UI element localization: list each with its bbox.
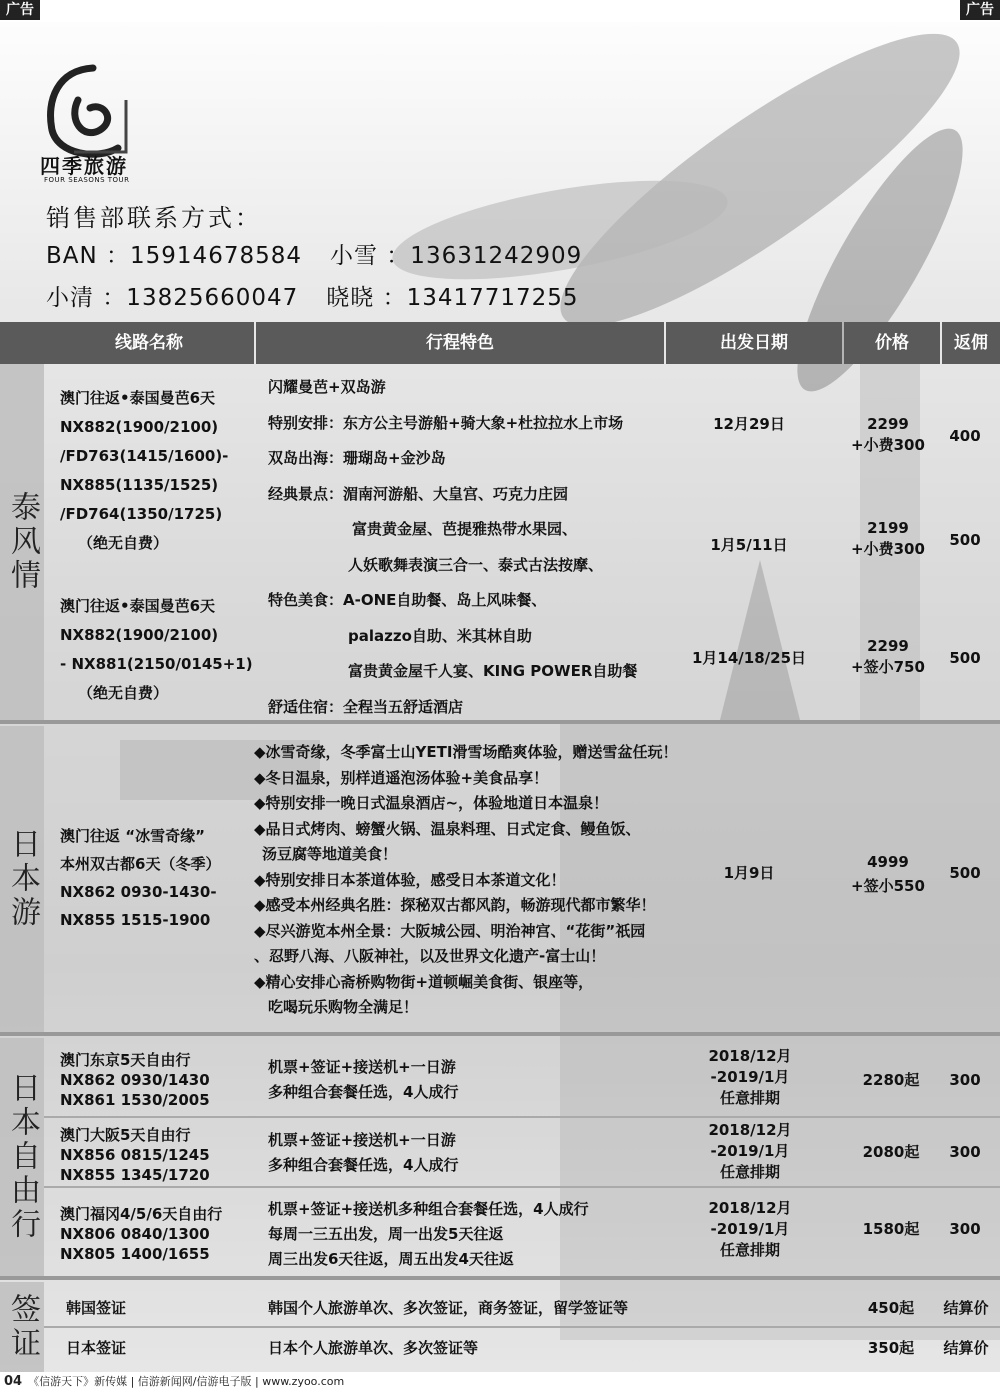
- feature-line: 特色美食：A-ONE自助餐、岛上风味餐、: [268, 591, 547, 609]
- contact-xiaoqing: 小清 ：13825660047: [46, 285, 299, 311]
- route-line: 本州双古都6天（冬季）: [60, 855, 221, 873]
- feature-line: 周三出发6天往返，周五出发4天往返: [268, 1250, 514, 1268]
- japan-free-commission-3: 300: [949, 1220, 981, 1238]
- price-extra: +小费300: [851, 540, 925, 558]
- japan-free-features-3: [268, 1197, 589, 1272]
- feature-line: 特别安排：东方公主号游船+骑大象+杜拉拉水上市场: [268, 413, 624, 432]
- price-extra: +签小550: [851, 877, 925, 895]
- contact-xiaoxue: 小雪 ：13631242909: [330, 243, 583, 269]
- price-base: 2199: [867, 519, 909, 537]
- feature-line: ◆冰雪奇缘，冬季富士山YETI滑雪场酷爽体验，赠送雪盆任玩！: [254, 743, 678, 761]
- section-divider: [0, 1032, 1000, 1036]
- date-line: 2018/12月: [708, 1199, 792, 1217]
- thai-route-2: [60, 592, 253, 708]
- contact-title: 销售部联系方式：: [46, 204, 262, 232]
- route-line: 澳门大阪5天自由行: [60, 1126, 191, 1144]
- feature-line: 每周一三五出发，周一出发5天往返: [268, 1225, 504, 1243]
- visa-name-2: 日本签证: [66, 1339, 127, 1357]
- page-footer: [0, 1372, 1000, 1392]
- thai-date-2: 1月5/11日: [710, 536, 788, 554]
- route-line: NX882(1900/2100): [60, 418, 219, 436]
- visa-desc-1: 韩国个人旅游单次、多次签证，商务签证，留学签证等: [268, 1299, 629, 1317]
- row-divider: [44, 1326, 1000, 1328]
- thai-commission-1: 400: [949, 427, 981, 445]
- japan-free-date-1: [680, 1046, 820, 1109]
- date-line: 任意排期: [719, 1241, 780, 1259]
- thai-price-1: [838, 414, 938, 456]
- price-extra: +小费300: [851, 436, 925, 454]
- feature-line: 汤豆腐等地道美食！: [262, 845, 398, 863]
- route-line: - NX881(2150/0145+1): [60, 655, 253, 673]
- feature-line: 富贵黄金屋千人宴、KING POWER自助餐: [348, 662, 638, 680]
- thai-price-3: [838, 636, 938, 678]
- route-line: 澳门往返•泰国曼芭6天: [60, 389, 216, 407]
- ad-label-left: 广告: [0, 0, 40, 20]
- price-base: 2299: [867, 637, 909, 655]
- visa-price-1: 450起: [867, 1299, 915, 1317]
- feature-line: 机票+签证+接送机+一日游: [268, 1058, 456, 1076]
- feature-line: ◆精心安排心斋桥购物街+道顿崛美食街、银座等，: [254, 972, 594, 991]
- route-line: NX856 0815/1245: [60, 1146, 210, 1164]
- japan-commission: 500: [949, 864, 981, 882]
- price-extra: +签小750: [851, 658, 925, 676]
- route-line: 澳门东京5天自由行: [60, 1051, 191, 1069]
- thai-features: [268, 370, 637, 725]
- feature-line: 经典景点：湄南河游船、大皇宫、巧克力庄园: [268, 484, 569, 503]
- brand-name: 四季旅游: [40, 154, 128, 178]
- japan-free-features-2: [268, 1128, 458, 1178]
- japan-free-price-1: 2280起: [862, 1071, 920, 1089]
- feature-line: ◆冬日温泉，别样逍遥泡汤体验+美食品享！: [254, 768, 549, 787]
- route-line: NX806 0840/1300: [60, 1225, 210, 1243]
- feature-line: 闪耀曼芭+双岛游: [268, 378, 386, 396]
- thai-date-1: 12月29日: [713, 415, 785, 433]
- route-line: NX885(1135/1525): [60, 476, 219, 494]
- feature-line: ◆品日式烤肉、螃蟹火锅、温泉料理、日式定食、鳗鱼饭、: [254, 819, 641, 838]
- feature-line: 富贵黄金屋、芭提雅热带水果园、: [352, 520, 578, 538]
- row-divider: [44, 1186, 1000, 1188]
- contact-ban: BAN ：15914678584: [46, 243, 302, 269]
- contact-line-1: [46, 237, 582, 270]
- brand-name-en: FOUR SEASONS TOUR: [44, 176, 130, 184]
- price-base: 4999: [867, 853, 909, 871]
- japan-free-commission-1: 300: [949, 1071, 981, 1089]
- feature-line: 人妖歌舞表演三合一、泰式古法按摩、: [348, 555, 604, 574]
- thai-price-2: [838, 518, 938, 560]
- japan-free-commission-2: 300: [949, 1143, 981, 1161]
- date-line: 2018/12月: [708, 1121, 792, 1139]
- japan-free-features-1: [268, 1055, 458, 1105]
- feature-line: 吃喝玩乐购物全满足！: [268, 998, 419, 1016]
- route-line: NX882(1900/2100): [60, 626, 219, 644]
- feature-line: 舒适住宿：全程当五舒适酒店: [268, 697, 464, 716]
- header-price: 价格: [844, 322, 940, 364]
- row-divider: [44, 1116, 1000, 1118]
- feature-line: 双岛出海：珊瑚岛+金沙岛: [268, 449, 446, 467]
- thai-route-1: [60, 384, 228, 558]
- header-route: 线路名称: [44, 322, 254, 364]
- visa-commission-1: 结算价: [943, 1299, 989, 1317]
- japan-free-route-1: [60, 1050, 210, 1110]
- japan-features: [254, 740, 677, 1021]
- route-line: /FD764(1350/1725): [60, 505, 223, 523]
- header-commission: 返佣: [942, 322, 1000, 364]
- feature-line: 、忍野八海、八阪神社，以及世界文化遗产-富士山！: [254, 947, 606, 965]
- route-line: 澳门福冈4/5/6天自由行: [60, 1205, 223, 1223]
- contact-line-2: [46, 279, 579, 312]
- feature-line: ◆感受本州经典名胜：探秘双古都风韵，畅游现代都市繁华！: [254, 896, 656, 914]
- japan-free-price-3: 1580起: [862, 1220, 920, 1238]
- route-line: 澳门往返 “冰雪奇缘”: [60, 827, 205, 845]
- header-date: 出发日期: [666, 322, 842, 364]
- japan-free-date-2: [680, 1120, 820, 1183]
- page-number: 04: [4, 1374, 23, 1389]
- date-line: -2019/1月: [710, 1220, 790, 1238]
- section-label-japan: 日本游: [0, 726, 44, 1032]
- visa-price-2: 350起: [867, 1339, 915, 1357]
- feature-line: palazzo自助、米其林自助: [348, 626, 532, 645]
- route-line: （绝无自费）: [78, 684, 169, 702]
- route-line: NX855 1345/1720: [60, 1166, 210, 1184]
- header-features: 行程特色: [256, 322, 664, 364]
- visa-commission-2: 结算价: [943, 1339, 989, 1357]
- date-line: 任意排期: [719, 1163, 780, 1181]
- japan-free-price-2: 2080起: [862, 1143, 920, 1161]
- date-line: 任意排期: [719, 1089, 780, 1107]
- visa-name-1: 韩国签证: [66, 1299, 127, 1317]
- ad-label-right: 广告: [960, 0, 1000, 20]
- japan-free-route-2: [60, 1125, 210, 1185]
- route-line: NX861 1530/2005: [60, 1091, 210, 1109]
- japan-route: [60, 822, 220, 934]
- route-line: /FD763(1415/1600)-: [60, 447, 229, 465]
- header-corner: [0, 322, 44, 364]
- date-line: -2019/1月: [710, 1142, 790, 1160]
- contact-xiaoxiao: 晓晓 ：13417717255: [326, 285, 579, 311]
- feature-line: ◆特别安排一晚日式温泉酒店~，体验地道日本温泉！: [254, 794, 609, 812]
- route-line: NX855 1515-1900: [60, 911, 211, 929]
- japan-free-date-3: [680, 1198, 820, 1261]
- footer-text: 《信游天下》新传媒 | 信游新闻网/信游电子版 | www.zyoo.com: [28, 1375, 345, 1388]
- thai-commission-3: 500: [949, 649, 981, 667]
- feature-line: 机票+签证+接送机多种组合套餐任选，4人成行: [268, 1200, 589, 1218]
- japan-price: [838, 850, 938, 898]
- route-line: 澳门往返•泰国曼芭6天: [60, 597, 216, 615]
- feature-line: ◆尽兴游览本州全景：大阪城公园、明治神宫、“花街”祇园: [254, 921, 646, 940]
- japan-date: 1月9日: [723, 864, 775, 882]
- price-base: 2299: [867, 415, 909, 433]
- japan-free-route-3: [60, 1204, 222, 1264]
- section-label-japan-free: 日本自由行: [0, 1038, 44, 1276]
- section-label-visa: 签证: [0, 1282, 44, 1372]
- route-line: NX805 1400/1655: [60, 1245, 210, 1263]
- section-label-thai: 泰风情: [0, 364, 44, 720]
- feature-line: 机票+签证+接送机+一日游: [268, 1131, 456, 1149]
- section-divider: [0, 1276, 1000, 1280]
- visa-desc-2: 日本个人旅游单次、多次签证等: [268, 1339, 479, 1357]
- thai-commission-2: 500: [949, 531, 981, 549]
- route-line: NX862 0930-1430-: [60, 883, 217, 901]
- feature-line: ◆特别安排日本茶道体验，感受日本茶道文化！: [254, 870, 566, 889]
- route-line: NX862 0930/1430: [60, 1071, 210, 1089]
- date-line: 2018/12月: [708, 1047, 792, 1065]
- feature-line: 多种组合套餐任选，4人成行: [268, 1156, 459, 1174]
- route-line: （绝无自费）: [78, 534, 169, 552]
- feature-line: 多种组合套餐任选，4人成行: [268, 1083, 459, 1101]
- date-line: -2019/1月: [710, 1068, 790, 1086]
- thai-date-3: 1月14/18/25日: [691, 649, 807, 667]
